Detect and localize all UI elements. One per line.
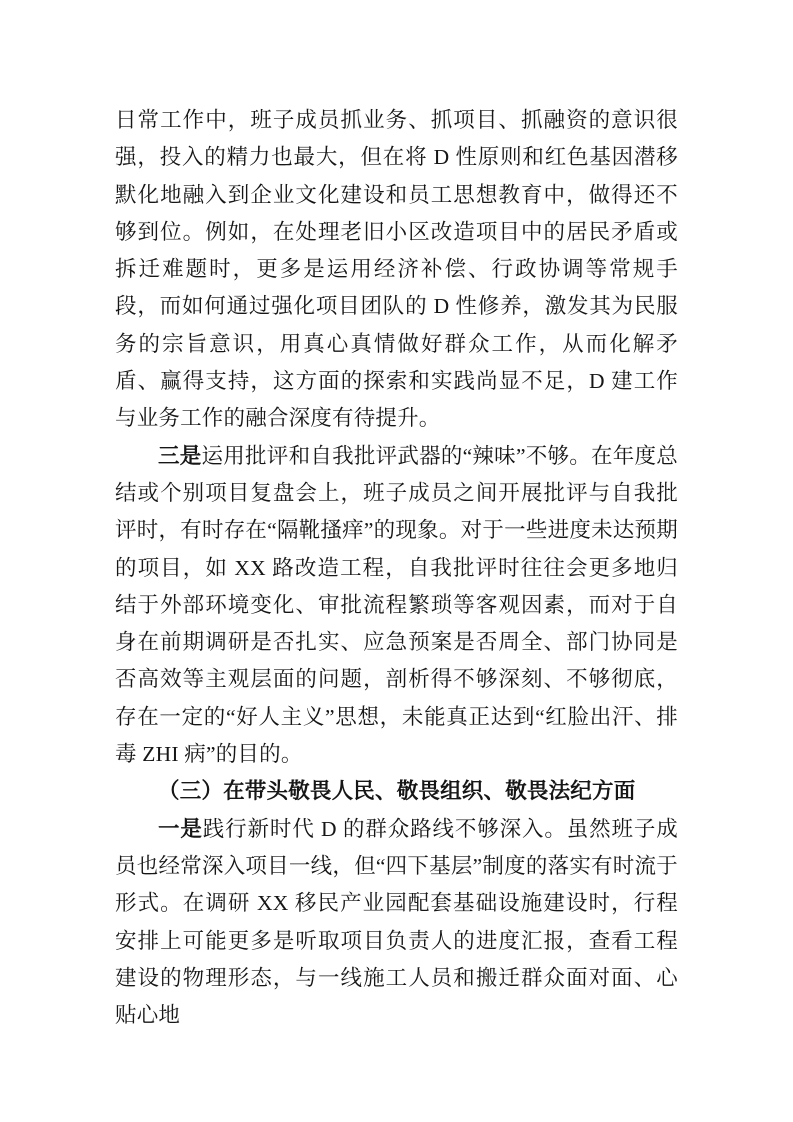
text-run: 运用批评和自我批评武器的“辣味”不够。在年度总结或个别项目复盘会上，班子成员之间开展批评与自我批评时，有时存在“隔靴搔痒”的现象。对于一些进度未达预期的项目，如 XX 路改造工程，自我批评时往往会更多地归结于外部环境变化、审批流程繁琐等客观因素，而对于自身在前期调研是否扎实、应急预案是否周全、部门协同是否高效等主观层面的问题，剖析得不够深刻、不够彻底，存在一定的“好人主义”思想，未能真正达到“红脸出汗、排毒 ZHI 病”的目的。 [115, 443, 678, 767]
text-run: 一是 [158, 816, 203, 841]
text-run: 践行新时代 D 的群众路线不够深入。虽然班子成员也经常深入项目一线，但“四下基层”制度的落实有时流于形式。在调研 XX 移民产业园配套基础设施建设时，行程安排上可能更多是听取项目负责人的进度汇报，查看工程建设的物理形态，与一线施工人员和搬迁群众面对面、心贴心地 [115, 816, 678, 1028]
section-heading-three [115, 773, 678, 810]
paragraph-mass-line-first-point [115, 811, 678, 1035]
text-run: （三）在带头敬畏人民、敬畏组织、敬畏法纪方面 [158, 779, 636, 804]
text-run: 日常工作中，班子成员抓业务、抓项目、抓融资的意识很强，投入的精力也最大，但在将 D 性原则和红色基因潜移默化地融入到企业文化建设和员工思想教育中，做得还不够到位。例如，在处理老旧小区改造项目中的居民矛盾或拆迁难题时，更多是运用经济补偿、行政协调等常规手段，而如何通过强化项目团队的 D 性修养，激发其为民服务的宗旨意识，用真心真情做好群众工作，从而化解矛盾、赢得支持，这方面的探索和实践尚显不足，D 建工作与业务工作的融合深度有待提升。 [115, 108, 678, 431]
document-body [115, 102, 678, 1034]
paragraph-criticism-third-point [115, 438, 678, 774]
paragraph-daily-work-continuation [115, 102, 678, 438]
text-run: 三是 [158, 443, 202, 468]
